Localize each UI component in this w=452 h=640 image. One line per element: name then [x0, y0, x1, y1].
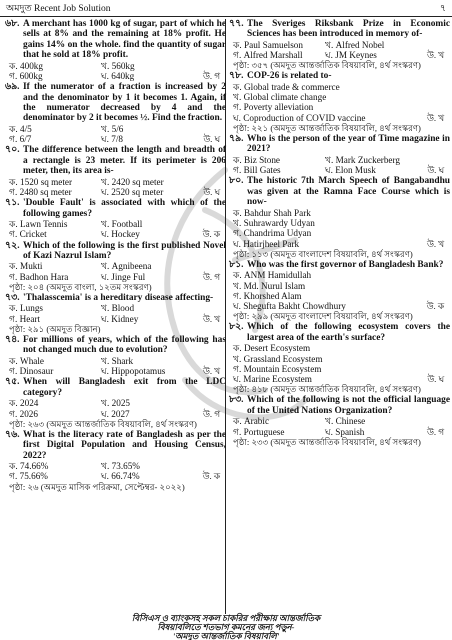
- option-text: গ. Badhon Hara: [9, 271, 69, 282]
- option: [233, 165, 325, 175]
- question-item: [229, 19, 450, 70]
- option: [9, 219, 101, 229]
- option: [325, 40, 450, 50]
- options-list: [5, 177, 226, 198]
- option-text: খ. 560kg: [101, 60, 135, 71]
- option-text: গ. Bill Gates: [233, 165, 281, 176]
- question-text: [5, 145, 226, 176]
- option: [233, 354, 450, 364]
- option-text: ক. Lawn Tennis: [9, 219, 68, 230]
- answer-label: উ. গ: [202, 70, 220, 81]
- option: [325, 416, 450, 426]
- question-item: [229, 71, 450, 133]
- source-reference: পৃষ্ঠা: ২৩৩ (অমদুত আন্তর্জাতিক বিষয়াবলি, ৪র্থ সংস্করণ): [233, 436, 421, 447]
- option: [101, 177, 226, 187]
- option: [101, 134, 226, 144]
- option-text: ঘ. Hatirjheel Park: [233, 238, 300, 249]
- source-reference: পৃষ্ঠা: ২৬৩ (অমদুত আন্তর্জাতিক বিষয়াবলি, ৪র্থ সংস্করণ): [9, 418, 197, 429]
- question-body: The difference between the length and breadth of a rectangle is 23 meter. If its perimeter is 206 meter, then, its area is-: [23, 145, 226, 177]
- options-list: [5, 398, 226, 419]
- question-number: ৭৭.: [229, 19, 244, 29]
- option-text: গ. Heart: [9, 313, 41, 324]
- option-text: ক. 4/5: [9, 123, 32, 134]
- question-body: 'Thalasscemia' is a hereditary disease affecting-: [23, 293, 214, 304]
- question-number: ৬৯.: [5, 82, 20, 93]
- question-number: ৭৬.: [5, 429, 20, 440]
- question-item: [229, 322, 450, 394]
- option: [101, 366, 226, 376]
- option-text: খ. Chinese: [325, 416, 366, 427]
- option: [325, 155, 450, 165]
- option: [233, 416, 325, 426]
- options-list: [5, 124, 226, 145]
- answer-label: উ. ঘ: [203, 134, 220, 145]
- option: [9, 71, 101, 81]
- option-text: ঘ. 7/8: [101, 134, 124, 145]
- option-text: খ. 2420 sq meter: [101, 176, 164, 187]
- option-text: গ. Khorshed Alam: [233, 290, 302, 301]
- option: [101, 471, 226, 481]
- option: [325, 50, 450, 60]
- option-text: খ. Football: [101, 219, 143, 230]
- option: [101, 303, 226, 313]
- options-list: [229, 270, 450, 311]
- question-item: [229, 176, 450, 258]
- footer-line-3: 'অমদুত আন্তর্জাতিক বিষয়াবলি': [172, 630, 280, 640]
- option-text: গ. Poverty alleviation: [233, 102, 314, 113]
- option-text: ঘ. Spanish: [325, 426, 365, 437]
- answer-label: উ. খ: [202, 366, 220, 377]
- question-text: [5, 19, 226, 61]
- options-list: [229, 40, 450, 61]
- question-number: ৬৮.: [5, 19, 20, 29]
- header-title: অমদুত Recent Job Solution: [6, 4, 111, 14]
- option: [101, 61, 226, 71]
- answer-label: উ. ক: [202, 471, 220, 482]
- answer-label: উ. গ: [426, 426, 444, 437]
- question-item: [5, 430, 226, 492]
- question-text: [229, 395, 450, 416]
- question-number: ৮২.: [229, 322, 244, 333]
- option: [9, 134, 101, 144]
- option: [233, 301, 450, 311]
- option: [101, 356, 226, 366]
- source-reference: পৃষ্ঠা: ১১৩ (অমদুত বাংলাদেশ বিষয়াবলি, ৪র্থ সংস্করণ): [233, 248, 413, 259]
- option: [233, 102, 450, 112]
- option: [101, 261, 226, 271]
- question-item: [5, 335, 226, 376]
- question-body: 'Double Fault' is associated with which of the following games?: [23, 198, 226, 219]
- option: [101, 409, 226, 419]
- option-text: ক. Bahdur Shah Park: [233, 207, 311, 218]
- option: [233, 427, 325, 437]
- question-text: [229, 260, 450, 270]
- question-number: ৮৩.: [229, 395, 244, 406]
- answer-label: উ. গ: [202, 271, 220, 282]
- question-body: Who is the person of the year of Time magazine in 2021?: [247, 134, 450, 155]
- option: [101, 314, 226, 324]
- option: [325, 427, 450, 437]
- option-text: খ. Alfred Nobel: [325, 39, 385, 50]
- option-text: ঘ. Elon Musk: [325, 165, 376, 176]
- option: [9, 124, 101, 134]
- option: [101, 272, 226, 282]
- options-list: [229, 208, 450, 249]
- answer-label: উ. ক: [426, 301, 444, 312]
- question-item: [229, 260, 450, 322]
- question-item: [5, 198, 226, 239]
- answer-label: উ. খ: [426, 50, 444, 61]
- question-number: ৭৪.: [5, 335, 20, 346]
- option: [9, 261, 101, 271]
- option: [101, 219, 226, 229]
- answer-label: উ. খ: [202, 313, 220, 324]
- page-header: [0, 0, 452, 17]
- source-reference: পৃষ্ঠা: ২৯১ (অমদুত বিজ্ঞান): [9, 324, 101, 335]
- option: [101, 124, 226, 134]
- question-number: ৮১.: [229, 259, 244, 270]
- question-text: [229, 176, 450, 207]
- option-text: খ. Shark: [101, 355, 134, 366]
- option: [233, 374, 450, 384]
- options-list: [5, 461, 226, 482]
- option: [233, 113, 450, 123]
- option-text: ঘ. 2027: [101, 408, 130, 419]
- option-text: খ. Grassland Ecosystem: [233, 353, 323, 364]
- option-text: খ. Blood: [101, 303, 135, 314]
- option-text: ঘ. 66.74%: [101, 471, 140, 482]
- option-text: ক. Lungs: [9, 303, 43, 314]
- option-text: ক. Paul Samuelson: [233, 39, 303, 50]
- option-text: ঘ. Hockey: [101, 229, 140, 240]
- option: [233, 50, 325, 60]
- option-text: গ. Dinosaur: [9, 366, 54, 377]
- footer-line-2: বিষয়াবলিতে শতভাগ কমনের জন্য পড়ুন-: [157, 621, 295, 632]
- option-text: ঘ. Marine Ecosystem: [233, 374, 312, 385]
- option-text: খ. Mark Zuckerberg: [325, 154, 400, 165]
- options-list: [5, 61, 226, 82]
- option-text: গ. 75.66%: [9, 471, 48, 482]
- option: [9, 177, 101, 187]
- options-list: [5, 303, 226, 324]
- option-text: ঘ. Hippopotamus: [101, 366, 166, 377]
- question-text: [5, 377, 226, 398]
- question-item: [5, 377, 226, 428]
- option-text: খ. Md. Nurul Islam: [233, 280, 306, 291]
- answer-label: উ. গ: [202, 408, 220, 419]
- option: [233, 92, 450, 102]
- option: [233, 270, 450, 280]
- answer-label: উ. ঘ: [427, 165, 444, 176]
- option-text: গ. Chandrima Udyan: [233, 228, 312, 239]
- left-column: [5, 19, 226, 493]
- option-text: ক. 74.66%: [9, 461, 49, 472]
- option: [101, 461, 226, 471]
- question-number: ৭০.: [5, 145, 20, 156]
- option-text: ঘ. 640kg: [101, 70, 135, 81]
- option-text: খ. 2025: [101, 398, 131, 409]
- option-text: গ. 2026: [9, 408, 38, 419]
- source-reference: পৃষ্ঠা: ২৬ (অমদুত মাসিক পরিক্রমা, সেপ্টেম্বর- ২০২২): [9, 481, 185, 492]
- question-number: ৭৮.: [229, 71, 244, 82]
- option-text: গ. Alfred Marshall: [233, 50, 303, 61]
- option-text: ক. 400kg: [9, 60, 43, 71]
- question-item: [5, 19, 226, 81]
- question-text: [229, 71, 450, 81]
- question-body: When will Bangladesh exit from the LDC category?: [23, 377, 226, 398]
- option-text: গ. 2480 sq meter: [9, 186, 72, 197]
- option-text: গ. Mountain Ecosystem: [233, 363, 322, 374]
- question-item: [229, 395, 450, 446]
- option-text: ঘ. Coproduction of COVID vaccine: [233, 112, 366, 123]
- question-body: Which of the following ecosystem covers the largest area of the earth's surface?: [247, 322, 450, 343]
- question-body: Who was the first governor of Bangladesh Bank?: [247, 259, 444, 270]
- option: [233, 364, 450, 374]
- option: [9, 398, 101, 408]
- options-list: [229, 82, 450, 123]
- option-text: ক. Desert Ecosystem: [233, 343, 311, 354]
- option-text: ঘ. 2520 sq meter: [101, 186, 164, 197]
- question-body: If the numerator of a fraction is increased by 2 and the denominator by 1 it becomes 1. Again, if the numerator decreased by 4 and the denominator by 2 it becomes ½. Find the fraction.: [23, 82, 226, 124]
- answer-label: উ. ক: [202, 229, 220, 240]
- option-text: খ. Agnibeena: [101, 261, 152, 272]
- option: [101, 187, 226, 197]
- option: [9, 356, 101, 366]
- question-text: [5, 82, 226, 124]
- option: [9, 229, 101, 239]
- option-text: ক. Whale: [9, 355, 44, 366]
- options-list: [5, 219, 226, 240]
- options-list: [229, 416, 450, 437]
- question-body: COP-26 is related to-: [247, 71, 332, 82]
- option-text: গ. Cricket: [9, 229, 47, 240]
- question-number: ৭৯.: [229, 134, 244, 144]
- option-text: গ. Portuguese: [233, 426, 285, 437]
- answer-label: উ. খ: [426, 112, 444, 123]
- question-item: [5, 241, 226, 292]
- option-text: ক. Biz Stone: [233, 154, 281, 165]
- source-reference: পৃষ্ঠা: ২৯৯ (অমদুত বাংলাদেশ বিষয়াবলি, ৪র্থ সংস্করণ): [233, 311, 413, 322]
- option: [233, 239, 450, 249]
- question-body: Which of the following is the first published Novel of Kazi Nazrul Islam?: [23, 240, 226, 262]
- option-text: ক. ANM Hamidullah: [233, 270, 312, 281]
- question-number: ৭৫.: [5, 377, 20, 388]
- right-column: [229, 19, 450, 448]
- option: [9, 272, 101, 282]
- option: [233, 40, 325, 50]
- option-text: ঘ. JM Keynes: [325, 50, 377, 61]
- question-body: Which of the following is not the official language of the United Nations Organization?: [247, 395, 450, 416]
- option-text: গ. 6/7: [9, 134, 32, 145]
- option-text: খ. Global climate change: [233, 92, 327, 103]
- option: [233, 155, 325, 165]
- footer-line-1: বিসিএস ও ব্যাংকসহ সকল চাকরির পরীক্ষায় আন্তর্জাতিক: [131, 613, 321, 623]
- option: [101, 71, 226, 81]
- question-number: ৭১.: [5, 198, 20, 209]
- source-reference: পৃষ্ঠা: ৩৫৭ (অমদুত আন্তর্জাতিক বিষয়াবলি, ৪র্থ সংস্করণ): [233, 60, 421, 71]
- option: [233, 343, 450, 353]
- option: [233, 218, 450, 228]
- option-text: খ. 73.65%: [101, 461, 140, 472]
- options-list: [5, 356, 226, 377]
- question-number: ৮০.: [229, 176, 244, 187]
- question-number: ৭২.: [5, 240, 20, 251]
- option-text: ক. Mukti: [9, 261, 43, 272]
- question-text: [5, 430, 226, 461]
- question-body: The historic 7th March Speech of Bangabandhu was given at the Ramna Face Course which is now-: [247, 176, 450, 208]
- question-text: [5, 241, 226, 262]
- question-text: [5, 335, 226, 356]
- question-item: [229, 134, 450, 175]
- option: [233, 291, 450, 301]
- question-text: [5, 293, 226, 303]
- answer-label: উ. ঘ: [427, 374, 444, 385]
- option-text: ঘ. Kidney: [101, 313, 139, 324]
- option: [9, 314, 101, 324]
- question-text: [229, 134, 450, 155]
- option: [101, 398, 226, 408]
- option-text: খ. Suhrawardy Udyan: [233, 217, 315, 228]
- option: [325, 165, 450, 175]
- option: [9, 461, 101, 471]
- option: [233, 82, 450, 92]
- option-text: খ. 5/6: [101, 123, 124, 134]
- question-body: The Sveriges Riksbank Prize in Economic Sciences has been introduced in memory of-: [247, 19, 450, 40]
- answer-label: উ. ঘ: [203, 186, 220, 197]
- question-body: For millions of years, which of the following has not changed much due to evolution?: [23, 335, 226, 356]
- option-text: ঘ. Jinge Ful: [101, 271, 146, 282]
- option: [9, 366, 101, 376]
- option: [233, 281, 450, 291]
- option-text: ক. 2024: [9, 398, 39, 409]
- option: [9, 61, 101, 71]
- option-text: ক. Arabic: [233, 416, 270, 427]
- source-reference: পৃষ্ঠা: ২২১ (অমদুত আন্তর্জাতিক বিষয়াবলি, ৪র্থ সংস্করণ): [233, 123, 421, 133]
- option: [9, 409, 101, 419]
- option-text: গ. 600kg: [9, 70, 43, 81]
- page-number: ৭: [439, 4, 446, 14]
- footer-advertisement: [0, 614, 452, 640]
- question-item: [5, 145, 226, 197]
- question-body: What is the literacy rate of Bangladesh as per the first Digital Population and Housing Census, 2022?: [23, 429, 226, 461]
- options-list: [5, 261, 226, 282]
- option-text: ক. Global trade & commerce: [233, 81, 340, 92]
- option: [9, 303, 101, 313]
- source-reference: পৃষ্ঠা: ২০৪ (অমদুত বাংলা, ১২তম সংস্করণ): [9, 282, 152, 293]
- question-text: [5, 198, 226, 219]
- question-text: [229, 322, 450, 343]
- question-item: [5, 293, 226, 334]
- options-list: [229, 155, 450, 176]
- option-text: ঘ. Shegufta Bakht Chowdhury: [233, 301, 346, 312]
- option: [233, 208, 450, 218]
- option: [9, 471, 101, 481]
- source-reference: পৃষ্ঠা: ৪১৮ (অমদুত আন্তর্জাতিক বিষয়াবলি, ৪র্থ সংস্করণ): [233, 384, 421, 395]
- question-body: A merchant has 1000 kg of sugar, part of which he sells at 8% and the remaining at 18% profit. He gains 14% on the whole. find the quantity of sugar that he sold at 18% profit.: [23, 19, 226, 61]
- answer-label: উ. খ: [426, 238, 444, 249]
- option: [233, 228, 450, 238]
- options-list: [229, 343, 450, 384]
- option-text: ক. 1520 sq meter: [9, 176, 73, 187]
- question-text: [229, 19, 450, 40]
- question-number: ৭৩.: [5, 293, 20, 304]
- option: [101, 229, 226, 239]
- option: [9, 187, 101, 197]
- question-item: [5, 82, 226, 144]
